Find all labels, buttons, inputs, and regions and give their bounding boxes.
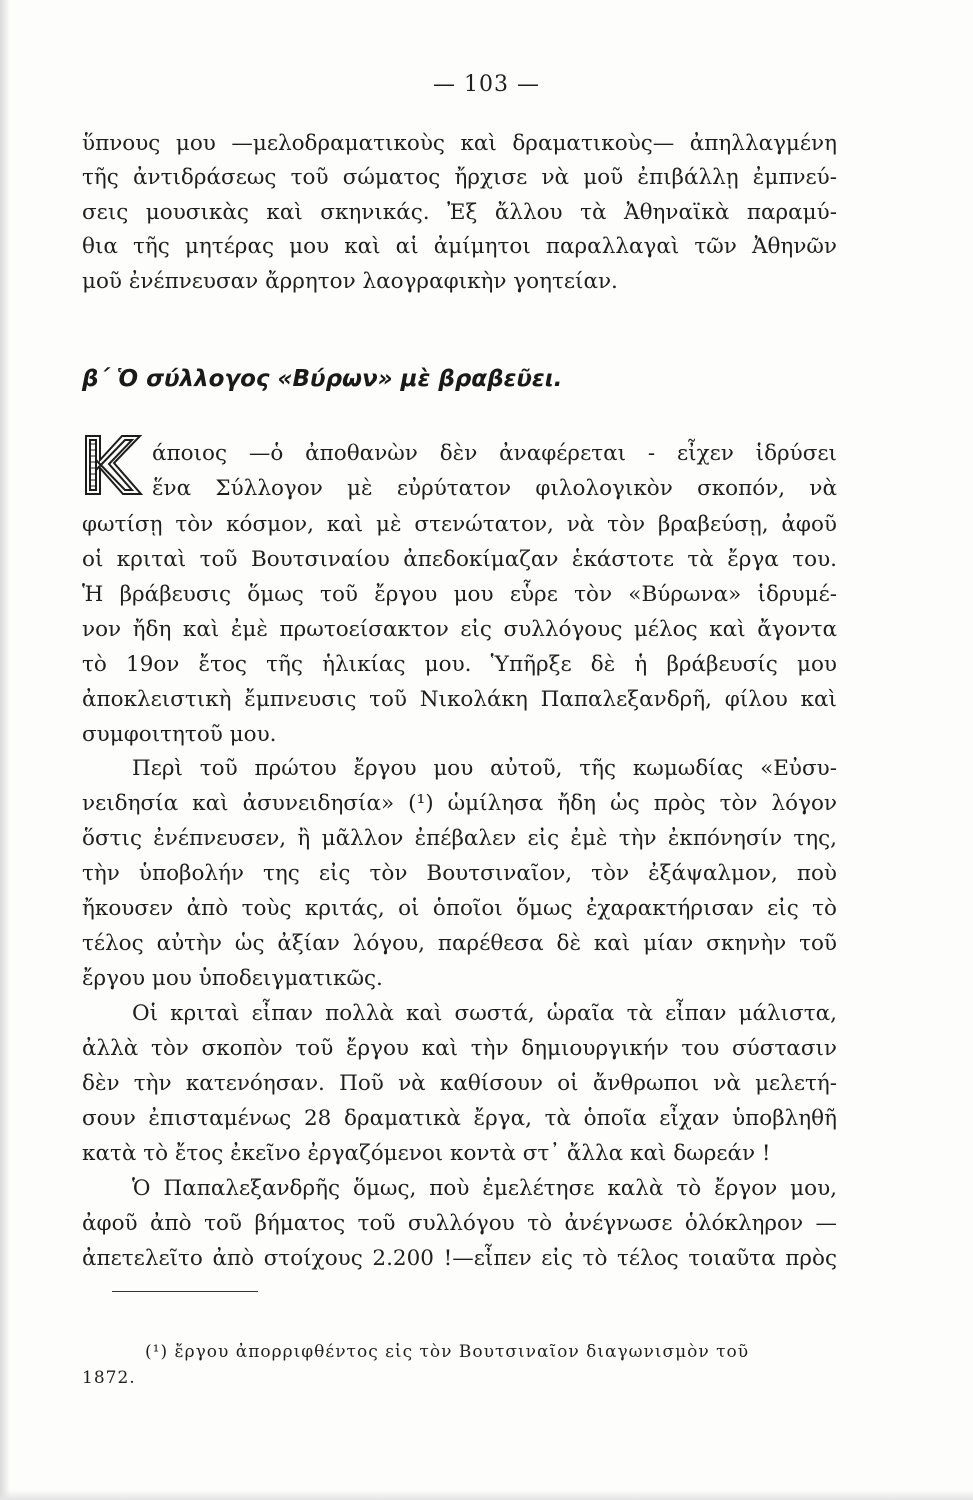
intro-line: θια τῆς μητέρας μου καὶ αἱ ἀμίμητοι παραλλαγαὶ τῶν Ἀθηνῶν [82, 234, 837, 259]
paragraph-line: ἔργου μου ὑποδειγματικῶς. [82, 966, 383, 991]
footnote-line: (¹) ἔργου ἀπορριφθέντος εἰς τὸν Βουτσιναῖον διαγωνισμὸν τοῦ [145, 1342, 750, 1362]
paragraph-line: τὴν ὑποβολήν της εἰς τὸν Βουτσιναῖον, τὸν ἐξάψαλμον, ποὺ [82, 861, 837, 886]
paragraph-line: κατὰ τὸ ἔτος ἐκεῖνο ἐργαζόμενοι κοντὰ στ᾽ ἄλλα καὶ δωρεάν ! [82, 1141, 771, 1166]
paragraph-line: ἀλλὰ τὸν σκοπὸν τοῦ ἔργου καὶ τὴν δημιουργικήν του σύστασιν [82, 1036, 837, 1061]
paragraph-line: ἀποκλειστικὴ ἔμπνευσις τοῦ Νικολάκη Παπαλεξανδρῆ, φίλου καὶ [82, 687, 837, 712]
footnote-divider [112, 1291, 258, 1292]
paragraph-line: δὲν τὴν κατενόησαν. Ποῦ νὰ καθίσουν οἱ ἄνθρωποι νὰ μελετή- [82, 1071, 837, 1096]
intro-line: σεις μουσικὰς καὶ σκηνικάς. Ἐξ ἄλλου τὰ Ἀθηναϊκὰ παραμύ- [82, 200, 837, 225]
intro-line: ὕπνους μου —μελοδραματικοὺς καὶ δραματικοὺς— ἀπηλλαγμένη [82, 131, 837, 156]
paragraph-line: συμφοιτητοῦ μου. [82, 722, 277, 747]
paragraph-line: φωτίσῃ τὸν κόσμον, καὶ μὲ στενώτατον, νὰ τὸν βραβεύσῃ, ἀφοῦ [82, 512, 837, 537]
paragraph-line: ἀφοῦ ἀπὸ τοῦ βήματος τοῦ συλλόγου τὸ ἀνέγνωσε ὁλόκληρον — [82, 1211, 837, 1236]
paragraph-line: νον ἤδη καὶ ἐμὲ πρωτοείσακτον εἰς συλλόγους μέλος καὶ ἄγοντα [82, 617, 837, 642]
page-bottom-shadow [0, 1490, 973, 1500]
paragraph-line: ὅστις ἐνέπνευσεν, ἢ μᾶλλον ἐπέβαλεν εἰς ἐμὲ τὴν ἐκπόνησίν της, [82, 826, 837, 851]
paragraph-line: ἕνα Σύλλογον μὲ εὐρύτατον φιλολογικὸν σκοπόν, νὰ [152, 476, 837, 501]
paragraph-line: Οἱ κριταὶ εἶπαν πολλὰ καὶ σωστά, ὡραῖα τὰ εἶπαν μάλιστα, [132, 1001, 837, 1026]
page-number: — 103 — [433, 72, 540, 97]
drop-cap-k-icon [82, 432, 144, 498]
paragraph-line: τὸ 19ον ἔτος τῆς ἡλικίας μου. Ὑπῆρξε δὲ ἡ βράβευσίς μου [82, 652, 837, 677]
footnote-line: 1872. [82, 1368, 136, 1388]
paragraph-line: νειδησία καὶ ἀσυνειδησία» (¹) ὡμίλησα ἤδη ὡς πρὸς τὸν λόγον [82, 791, 837, 816]
paragraph-line: Ὁ Παπαλεξανδρῆς ὅμως, ποὺ ἐμελέτησε καλὰ τὸ ἔργον μου, [132, 1176, 837, 1201]
page-edge-shadow [0, 0, 10, 1500]
paragraph-line: ἤκουσεν ἀπὸ τοὺς κριτάς, οἱ ὁποῖοι ὅμως ἐχαρακτήρισαν εἰς τὸ [82, 896, 837, 921]
paragraph-line: Ἡ βράβευσις ὅμως τοῦ ἔργου μου εὗρε τὸν «Βύρωνα» ἱδρυμέ- [82, 582, 837, 607]
section-heading: β΄ Ὁ σύλλογος «Βύρων» μὲ βραβεῦει. [82, 366, 563, 392]
paragraph-line: Περὶ τοῦ πρώτου ἔργου μου αὐτοῦ, τῆς κωμωδίας «Εὐσυ- [132, 756, 837, 781]
paragraph-line: ἀπετελεῖτο ἀπὸ στοίχους 2.200 !—εἶπεν εἰς τὸ τέλος τοιαῦτα πρὸς [82, 1246, 837, 1271]
paragraph-line: οἱ κριταὶ τοῦ Βουτσιναίου ἀπεδοκίμαζαν ἑκάστοτε τὰ ἔργα του. [82, 547, 837, 572]
paragraph-line: τέλος αὐτὴν ὡς ἀξίαν λόγου, παρέθεσα δὲ καὶ μίαν σκηνὴν τοῦ [82, 931, 837, 956]
intro-line: τῆς ἀντιδράσεως τοῦ σώματος ἤρχισε νὰ μοῦ ἐπιβάλλῃ ἐμπνεύ- [82, 165, 837, 190]
paragraph-line: άποιος —ὁ ἀποθανὼν δὲν ἀναφέρεται - εἶχεν ἱδρύσει [152, 441, 837, 466]
intro-line: μοῦ ἐνέπνευσαν ἄρρητον λαογραφικὴν γοητείαν. [82, 269, 618, 294]
paragraph-line: σουν ἐπισταμένως 28 δραματικὰ ἔργα, τὰ ὁποῖα εἶχαν ὑποβληθῆ [82, 1106, 837, 1131]
